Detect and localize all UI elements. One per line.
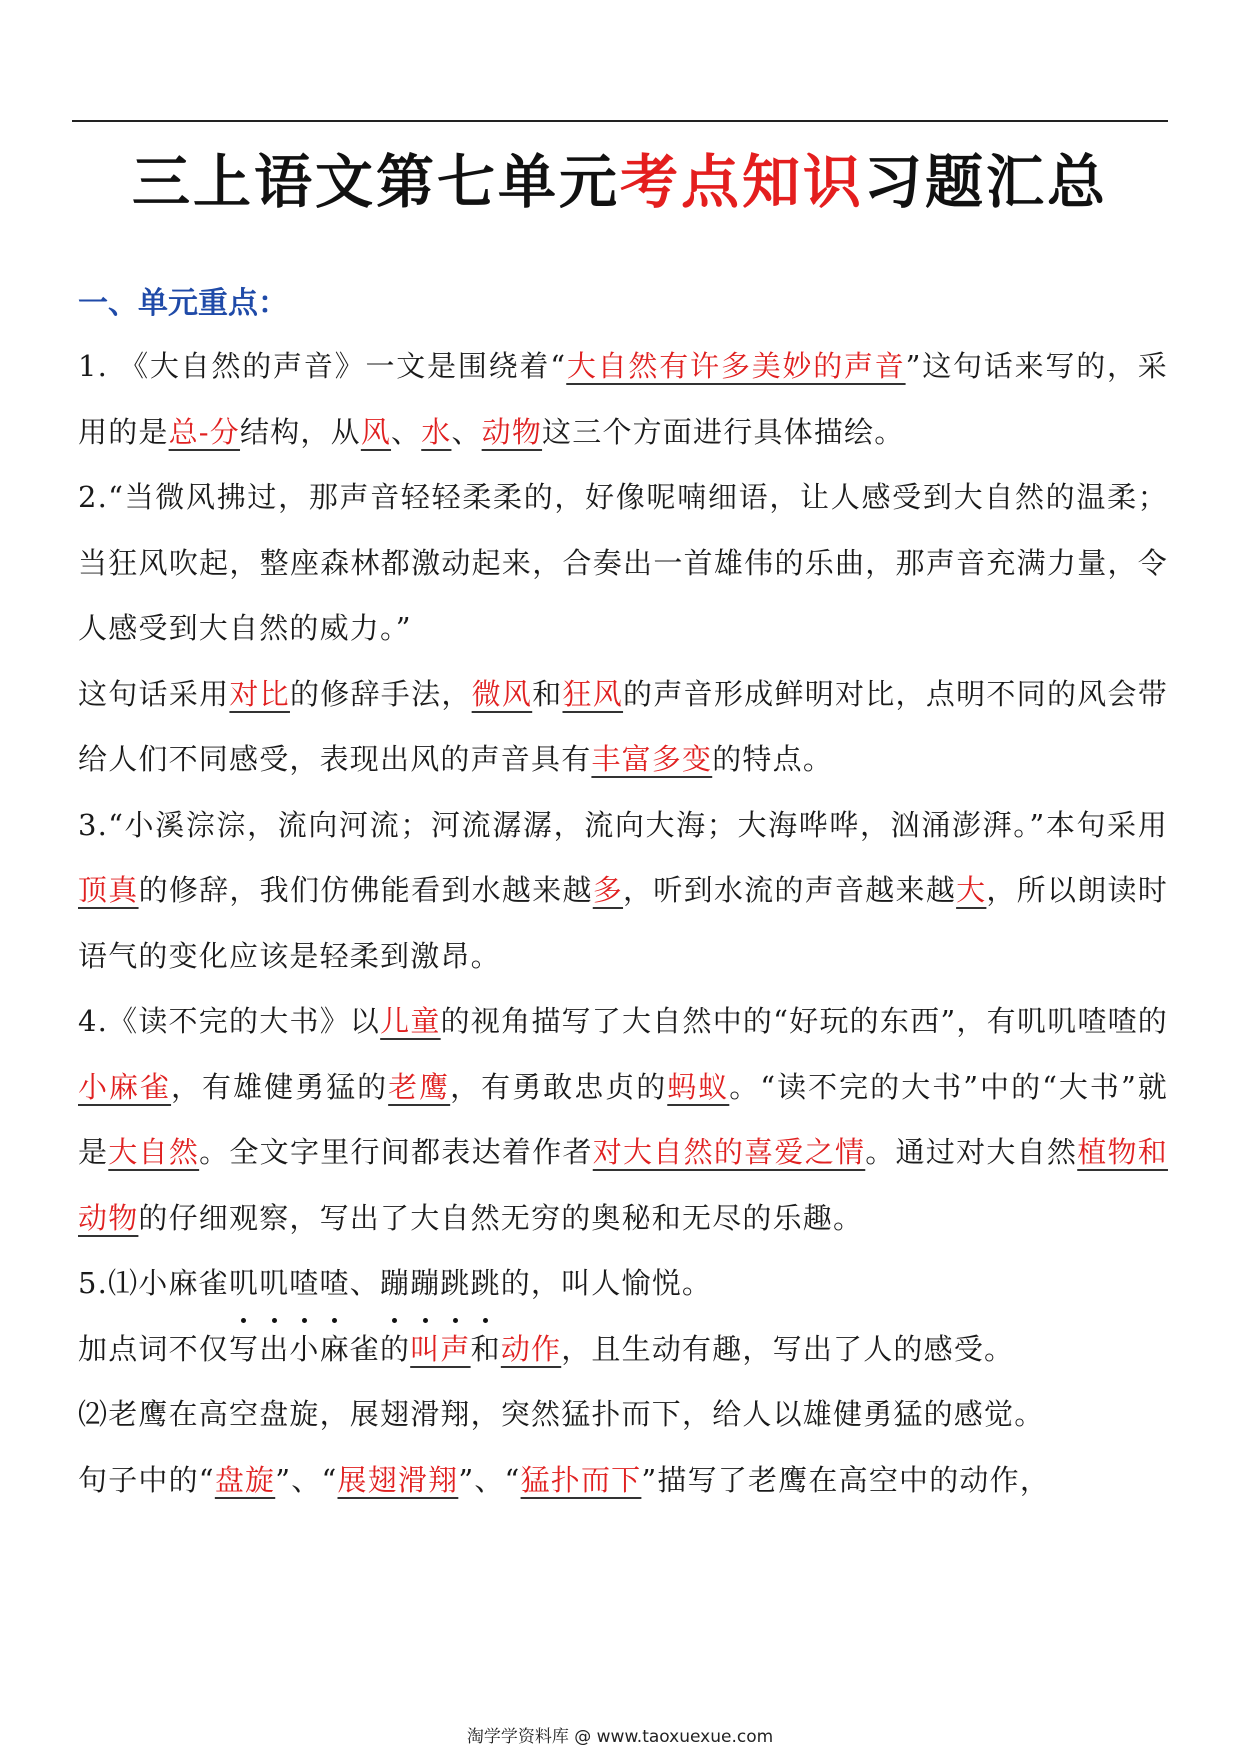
text: 。全文字里行间都表达着作者: [199, 1135, 593, 1169]
text: 3.“小溪淙淙，流向河流；河流潺潺，流向大海；大海哗哗，汹涌澎湃。”本句采用: [78, 807, 1168, 842]
text: ”这句话来写的，采用的是: [78, 349, 1168, 449]
paragraph-8: [78, 1448, 1168, 1514]
text: 的声音形成鲜明对比，点明不同的风会带给人们不同感受，表现出风的声音具有: [78, 676, 1168, 776]
text: 的，叫人愉悦。: [500, 1266, 713, 1300]
text: 这三个方面进行具体描绘。: [542, 414, 905, 449]
answer: 老鹰: [388, 1069, 451, 1104]
text: 、: [451, 414, 482, 449]
dotted-char: 叽: [229, 1251, 259, 1317]
text: 、: [391, 414, 422, 449]
section-heading: 一、单元重点：: [78, 286, 288, 321]
paragraph-7: [78, 1382, 1168, 1448]
title-part: 习题汇总: [864, 148, 1109, 216]
answer: 对大自然的喜爱之情: [592, 1135, 866, 1169]
paragraph-5: [78, 1251, 1168, 1317]
text: 和: [470, 1331, 501, 1366]
title-highlight: 考点知识: [619, 148, 864, 216]
document-body: [78, 334, 1168, 1513]
text: 5.⑴小麻雀: [78, 1266, 229, 1300]
answer: 叫声: [410, 1331, 471, 1366]
answer: 大: [956, 873, 987, 907]
answer: 小麻雀: [78, 1069, 172, 1104]
text: ”、“: [275, 1462, 338, 1497]
answer: 大自然有许多美妙的声音: [566, 349, 906, 383]
page-title: [0, 142, 1240, 222]
dotted-char: 叽: [259, 1251, 289, 1317]
paragraph-2b: [78, 662, 1168, 793]
answer: 狂风: [562, 676, 624, 711]
answer: 展翅滑翔: [337, 1462, 459, 1497]
answer: 水: [421, 414, 452, 449]
paragraph-3: [78, 793, 1168, 990]
text: 。“读不完的大书”中的“大书”就是: [78, 1069, 1168, 1169]
text: 1. 《大自然的声音》一文是围绕着“: [78, 349, 567, 383]
answer: 大自然: [108, 1135, 200, 1169]
answer: 丰富多变: [591, 742, 713, 776]
text: 句子中的“: [78, 1462, 215, 1497]
text: ，听到水流的声音越来越: [623, 873, 957, 907]
text: ⑵老鹰在高空盘旋，展翅滑翔，突然猛扑而下，给人以雄健勇猛的感觉。: [78, 1397, 1045, 1431]
dotted-char: 跳: [471, 1251, 501, 1317]
answer: 风: [360, 414, 392, 449]
text: 4.《读不完的大书》以: [78, 1004, 381, 1038]
answer: 蚂蚁: [667, 1069, 730, 1104]
dotted-char: 喳: [289, 1251, 319, 1317]
text: 的特点。: [712, 742, 834, 776]
text: 。通过对大自然: [865, 1135, 1078, 1169]
paragraph-1: [78, 334, 1168, 465]
text: 2.“当微风拂过，那声音轻轻柔柔的，好像呢喃细语，让人感受到大自然的温柔；当狂风吹起，整座森林都激动起来，合奏出一首雄伟的乐曲，那声音充满力量，令人感受到大自然的威力。”: [78, 480, 1168, 645]
text: ，有雄健勇猛的: [171, 1069, 389, 1104]
answer: 对比: [229, 676, 290, 711]
text: ，且生动有趣，写出了人的感受。: [561, 1331, 1015, 1366]
text: 的视角描写了大自然中的“好玩的东西”，有叽叽喳喳的: [440, 1004, 1169, 1038]
footer-watermark: 淘学学资料库 @ www.taoxuexue.com: [466, 1727, 774, 1747]
text: ”描写了老鹰在高空中的动作，: [641, 1462, 1051, 1497]
answer: 猛扑而下: [520, 1462, 642, 1497]
text: ，所以朗读时语气的变化应该是轻柔到激昂。: [78, 873, 1168, 973]
answer: 盘旋: [214, 1462, 276, 1497]
answer: 微风: [471, 676, 533, 711]
answer: 儿童: [380, 1004, 441, 1038]
paragraph-2: [78, 465, 1168, 662]
dotted-char: 蹦: [410, 1251, 440, 1317]
text: 这句话采用: [78, 676, 230, 711]
answer: 动物: [481, 414, 543, 449]
paragraph-4: [78, 989, 1168, 1251]
dotted-char: 喳: [319, 1251, 349, 1317]
answer: 植物和动物: [78, 1135, 1168, 1235]
text: 的修辞手法，: [289, 676, 472, 711]
answer: 顶真: [78, 873, 139, 907]
answer: 多: [592, 873, 624, 907]
text: 的仔细观察，写出了大自然无穷的奥秘和无尽的乐趣。: [138, 1200, 864, 1235]
text: 和: [532, 676, 563, 711]
answer: 总-分: [168, 414, 241, 449]
text: ，有勇敢忠贞的: [450, 1069, 668, 1104]
dotted-char: 跳: [440, 1251, 470, 1317]
text: ”、“: [458, 1462, 521, 1497]
text: 的修辞，我们仿佛能看到水越来越: [138, 873, 593, 907]
text: 、: [349, 1266, 380, 1300]
text: 加点词不仅写出小麻雀的: [78, 1331, 411, 1366]
answer: 动作: [500, 1331, 562, 1366]
top-rule: [72, 120, 1168, 122]
dotted-char: 蹦: [380, 1251, 410, 1317]
text: 结构，从: [240, 414, 361, 449]
title-part: 三上语文第七单元: [131, 148, 620, 216]
paragraph-6: [78, 1317, 1168, 1383]
